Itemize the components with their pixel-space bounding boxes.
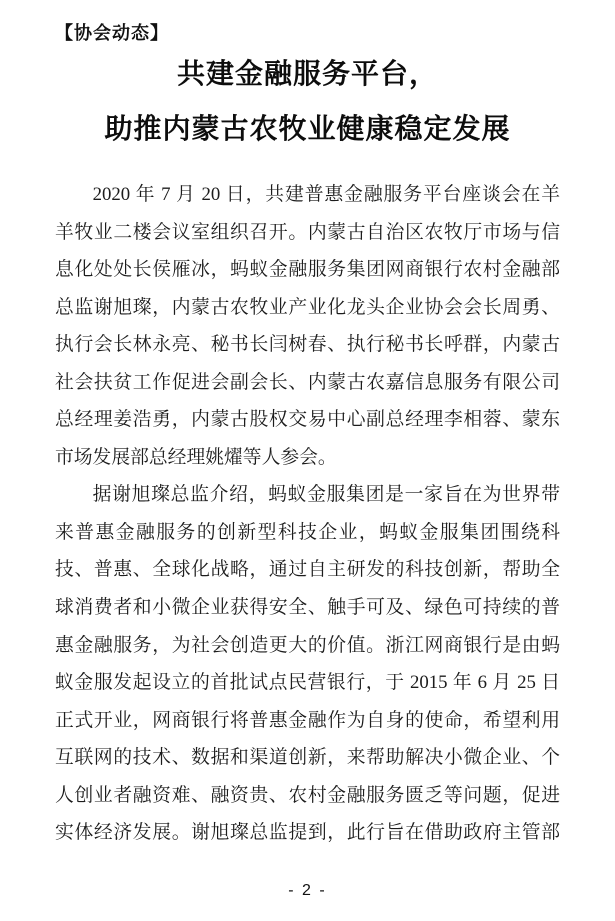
body-line: 正式开业，网商银行将普惠金融作为自身的使命，希望利用 [55,709,560,731]
body-line: 羊牧业二楼会议室组织召开。内蒙古自治区农牧厅市场与信 [55,221,560,243]
body-line: 社会扶贫工作促进会副会长、内蒙古农嘉信息服务有限公司 [55,371,560,393]
section-tag: 【协会动态】 [55,23,169,43]
body-line: 人创业者融资难、融资贵、农村金融服务匮乏等问题，促进 [55,784,560,806]
body-line: 息化处处长侯雁冰，蚂蚁金融服务集团网商银行农村金融部 [55,259,560,281]
body-line: 总监谢旭璨，内蒙古农牧业产业化龙头企业协会会长周勇、 [55,296,560,318]
body-line: 2020 年 7 月 20 日，共建普惠金融服务平台座谈会在羊 [92,184,560,205]
article-title-line-1: 共建金融服务平台， [176,59,438,90]
body-line: 技、普惠、全球化战略，通过自主研发的科技创新，帮助全 [55,559,560,581]
body-line: 惠金融服务，为社会创造更大的价值。浙江网商银行是由蚂 [55,634,560,656]
article-body [55,176,560,852]
body-line: 市场发展部总经理姚燿等人参会。 [55,446,337,468]
paragraph-1 [55,176,560,476]
body-line: 据谢旭璨总监介绍，蚂蚁金服集团是一家旨在为世界带 [92,484,560,506]
body-line: 执行会长林永亮、秘书长闫树春、执行秘书长呼群，内蒙古 [55,334,560,356]
body-line: 互联网的技术、数据和渠道创新，来帮助解决小微企业、个 [55,747,560,769]
paragraph-2 [55,476,560,851]
body-line: 蚁金服发起设立的首批试点民营银行，于 2015 年 6 月 25 日 [55,672,560,694]
body-line: 球消费者和小微企业获得安全、触手可及、绿色可持续的普 [55,597,560,619]
body-line: 实体经济发展。谢旭璨总监提到，此行旨在借助政府主管部 [55,822,560,844]
body-line: 来普惠金融服务的创新型科技企业，蚂蚁金服集团围绕科 [55,521,560,543]
page-number: - 2 - [288,882,327,899]
article-title-line-2: 助推内蒙古农牧业健康稳定发展 [104,114,511,145]
body-line: 总经理姜浩勇，内蒙古股权交易中心副总经理李相蓉、蒙东 [55,409,560,431]
article-title [0,58,615,147]
